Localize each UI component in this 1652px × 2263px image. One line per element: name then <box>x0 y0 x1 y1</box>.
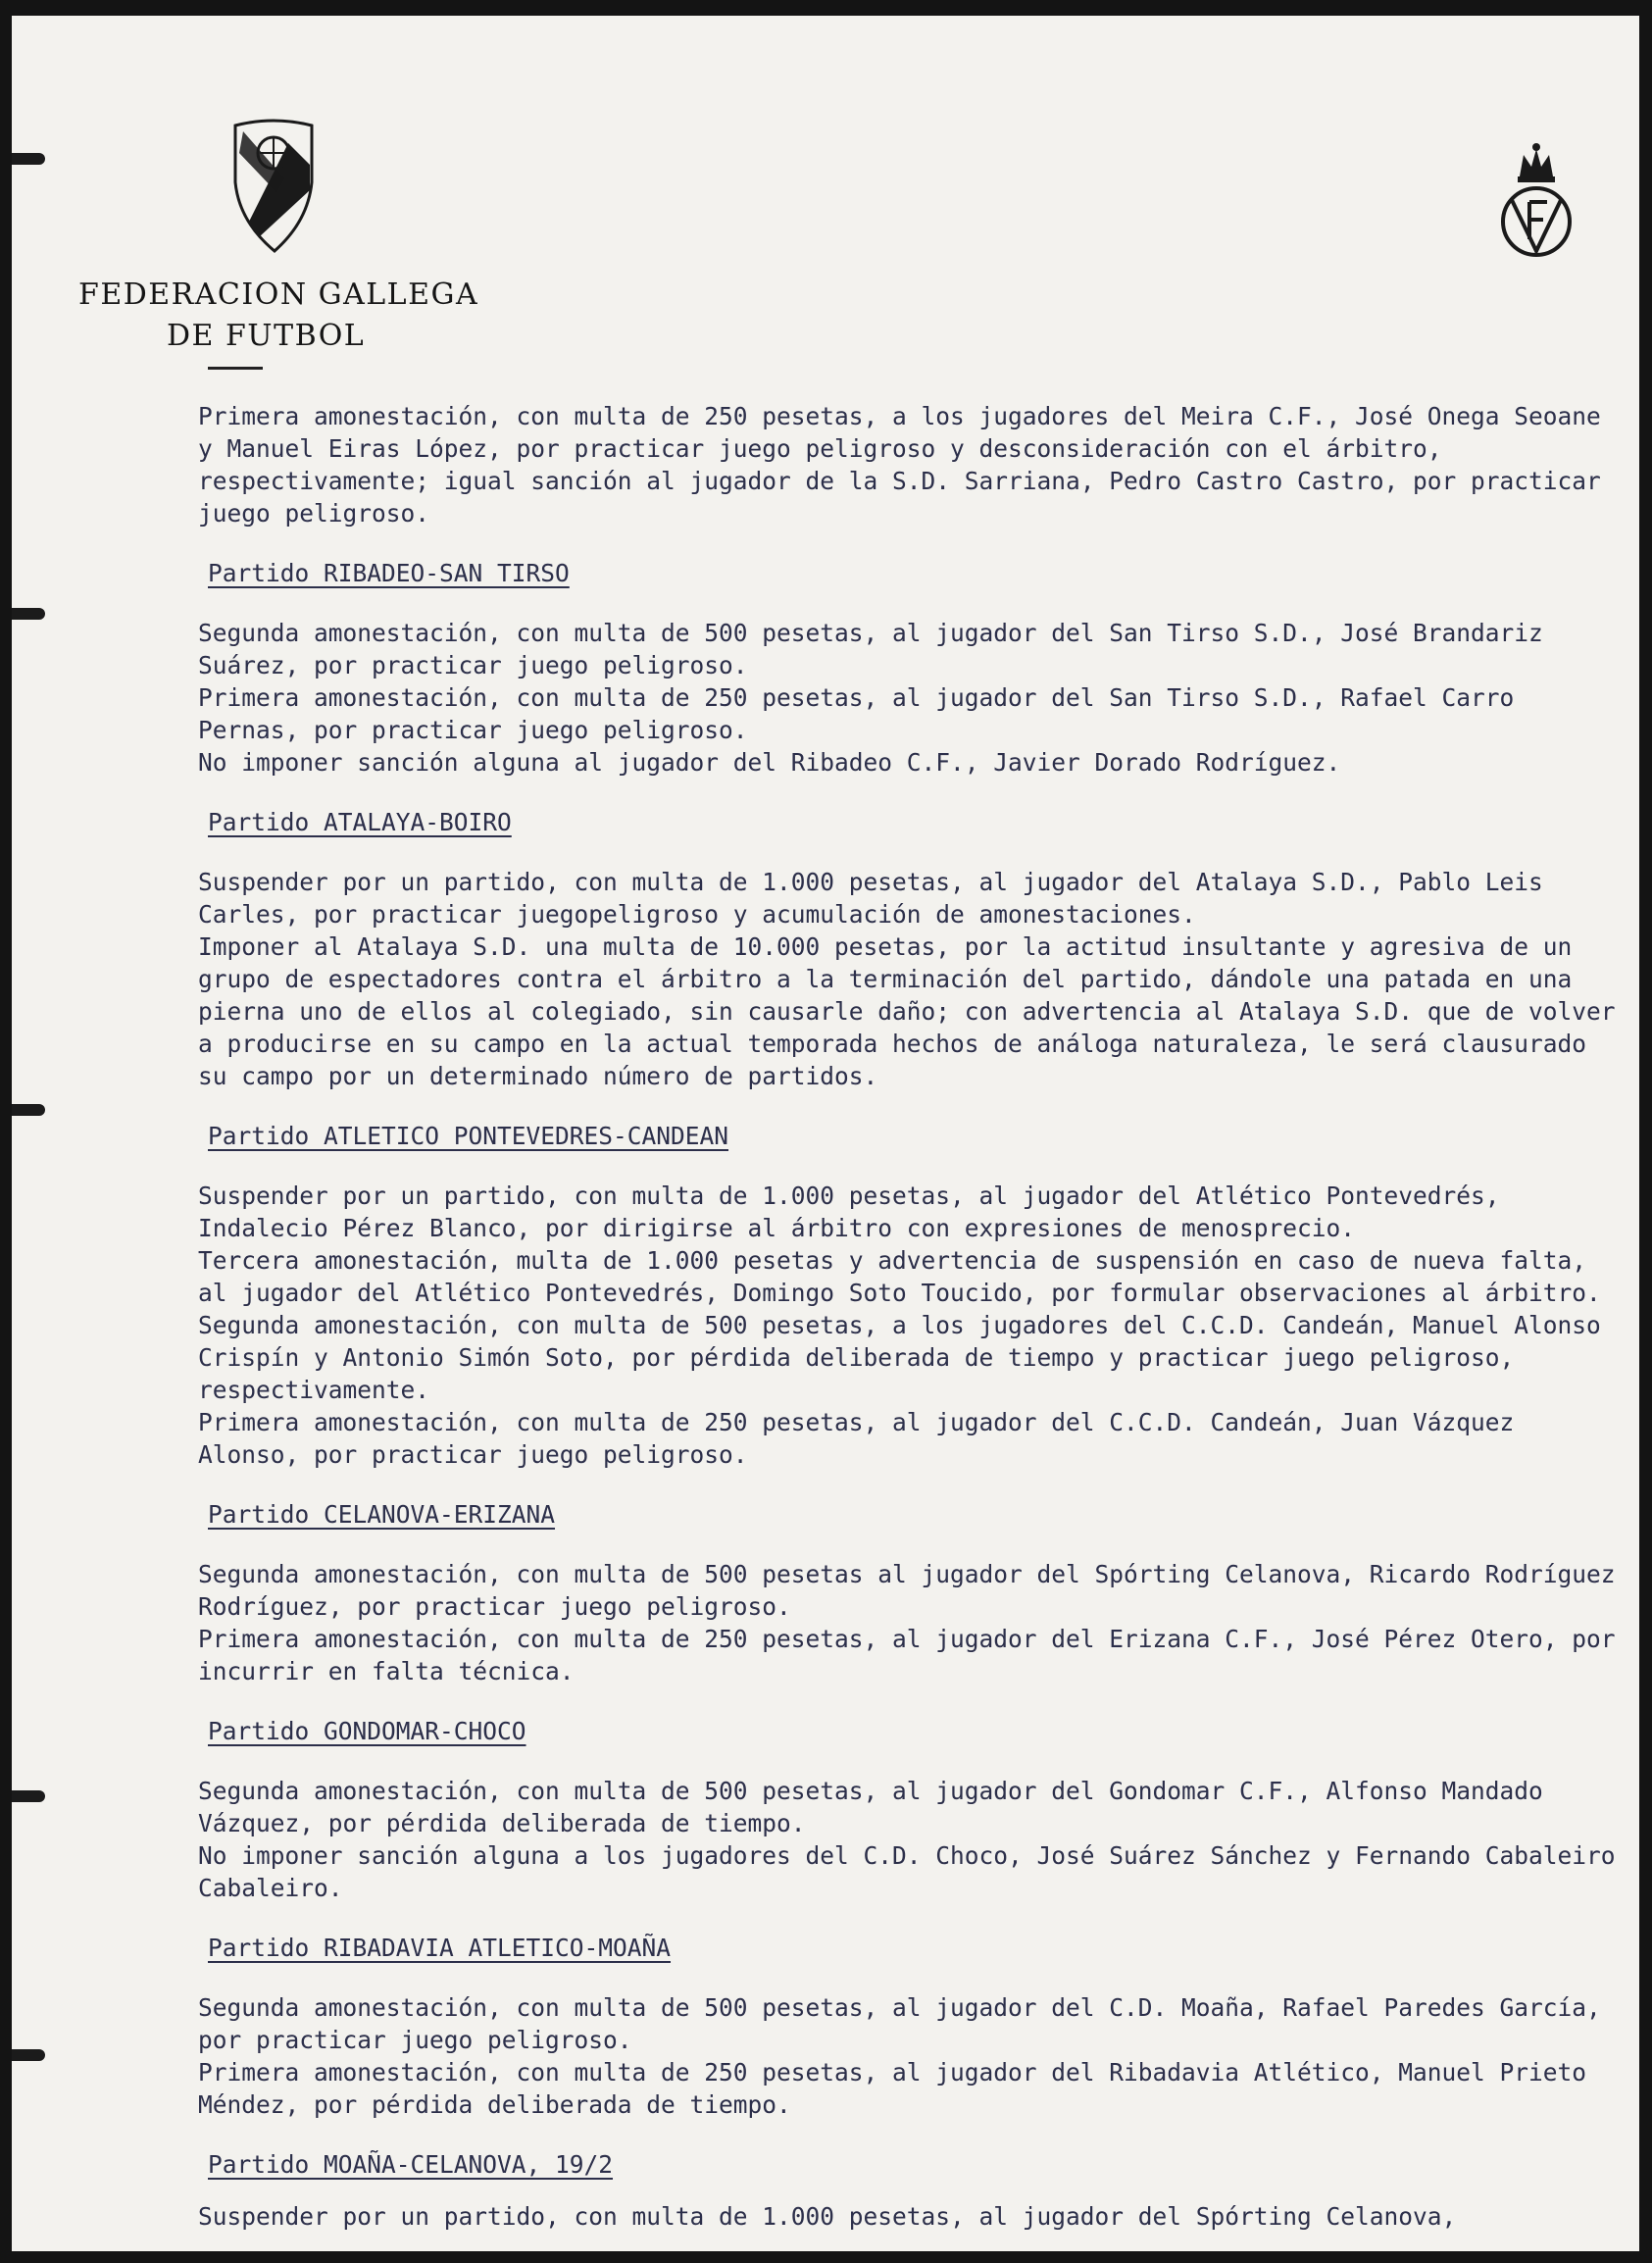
federation-name <box>78 275 490 357</box>
sanction-paragraph: Segunda amonestación, con multa de 500 pesetas, al jugador del C.D. Moaña, Rafael Paredes García, por practicar juego peligroso. <box>198 1993 1601 2054</box>
sanction-paragraph: Primera amonestación, con multa de 250 pesetas, al jugador del C.C.D. Candeán, Juan Vázquez Alonso, por practicar juego peligroso. <box>198 1408 1515 1469</box>
sanction-paragraph: Suspender por un partido, con multa de 1.000 pesetas, al jugador del Atlético Pontevedrés, Indalecio Pérez Blanco, por dirigirse al árbitro con expresiones de menosprecio. <box>198 1182 1500 1242</box>
binder-hole-mark <box>12 1790 45 1802</box>
binder-hole-mark <box>12 1104 45 1116</box>
match-heading: Partido GONDOMAR-CHOCO <box>208 1717 526 1745</box>
match-heading: Partido RIBADAVIA ATLETICO-MOAÑA <box>208 1934 672 1962</box>
sanction-paragraph: Suspender por un partido, con multa de 1.000 pesetas, al jugador del Spórting Celanova, <box>198 2202 1457 2231</box>
sanction-paragraph: Primera amonestación, con multa de 250 pesetas, al jugador del San Tirso S.D., Rafael Carro Pernas, por practicar juego peligroso. <box>198 683 1515 744</box>
match-heading: Partido CELANOVA-ERIZANA <box>208 1500 556 1529</box>
rfef-crown-emblem <box>1490 137 1582 261</box>
match-heading: Partido MOAÑA-CELANOVA, 19/2 <box>208 2150 614 2179</box>
federation-shield-logo <box>229 114 318 261</box>
match-section-ribadavia <box>198 1904 1620 2121</box>
sanction-paragraph: Segunda amonestación, con multa de 500 pesetas, a los jugadores del C.C.D. Candeán, Manuel Alonso Crispín y Antonio Simón Soto, por pérdida deliberada de tiempo y practicar juego peligroso, respectivamente. <box>198 1311 1601 1404</box>
sanction-paragraph: Segunda amonestación, con multa de 500 pesetas, al jugador del San Tirso S.D., José Brandariz Suárez, por practicar juego peligroso. <box>198 619 1543 679</box>
binder-hole-mark <box>12 608 45 620</box>
match-section-pontevedres <box>198 1092 1620 1471</box>
match-section-celanova <box>198 1471 1620 1687</box>
sanction-paragraph: Primera amonestación, con multa de 250 pesetas, al jugador del Ribadavia Atlético, Manuel Prieto Méndez, por pérdida deliberada de tiempo. <box>198 2058 1587 2119</box>
header-divider <box>208 367 263 370</box>
sanction-paragraph: Imponer al Atalaya S.D. una multa de 10.000 pesetas, por la actitud insultante y agresiva de un grupo de espectadores contra el árbitro a la terminación del partido, dándole una patada en una pierna uno de ellos al colegiado, sin causarle daño; con advertencia al Atalaya S.D. que de volver a producirse en su campo en la actual temporada hechos de análoga naturaleza, le será clausurado su campo por un determinado número de partidos. <box>198 932 1616 1090</box>
federation-name-line2: DE FUTBOL <box>167 319 366 353</box>
sanction-paragraph: Segunda amonestación, con multa de 500 pesetas al jugador del Spórting Celanova, Ricardo Rodríguez Rodríguez, por practicar juego peligroso. <box>198 1560 1616 1621</box>
match-heading: Partido RIBADEO-SAN TIRSO <box>208 559 570 587</box>
binder-hole-mark <box>12 2049 45 2061</box>
match-heading: Partido ATLETICO PONTEVEDRES-CANDEAN <box>208 1122 729 1150</box>
match-section-moana <box>198 2121 1620 2233</box>
sanction-paragraph: No imponer sanción alguna al jugador del Ribadeo C.F., Javier Dorado Rodríguez. <box>198 748 1341 777</box>
intro-paragraph: Primera amonestación, con multa de 250 pesetas, a los jugadores del Meira C.F., José Onega Seoane y Manuel Eiras López, por practicar juego peligroso y desconsideración con el árbitro, respectivamente; igual sanción al jugador de la S.D. Sarriana, Pedro Castro Castro, por practicar juego peligroso. <box>198 402 1601 528</box>
sanction-paragraph: Primera amonestación, con multa de 250 pesetas, al jugador del Erizana C.F., José Pérez Otero, por incurrir en falta técnica. <box>198 1625 1616 1685</box>
federation-name-line1: FEDERACION GALLEGA <box>78 277 479 312</box>
resolutions-body <box>198 400 1620 2233</box>
match-section-atalaya <box>198 779 1620 1092</box>
match-section-gondomar <box>198 1687 1620 1904</box>
sanction-paragraph: Suspender por un partido, con multa de 1.000 pesetas, al jugador del Atalaya S.D., Pablo Leis Carles, por practicar juegopeligroso y acumulación de amonestaciones. <box>198 868 1543 929</box>
match-section-ribadeo <box>198 557 1620 779</box>
sanction-paragraph: Tercera amonestación, multa de 1.000 pesetas y advertencia de suspensión en caso de nueva falta, al jugador del Atlético Pontevedrés, Domingo Soto Toucido, por formular observaciones al árbitro. <box>198 1246 1601 1307</box>
document-page <box>12 16 1639 2251</box>
binder-hole-mark <box>12 153 45 165</box>
sanction-paragraph: Segunda amonestación, con multa de 500 pesetas, al jugador del Gondomar C.F., Alfonso Mandado Vázquez, por pérdida deliberada de tiempo. <box>198 1777 1543 1837</box>
match-heading: Partido ATALAYA-BOIRO <box>208 808 512 836</box>
sanction-paragraph: No imponer sanción alguna a los jugadores del C.D. Choco, José Suárez Sánchez y Fernando Cabaleiro Cabaleiro. <box>198 1841 1616 1902</box>
